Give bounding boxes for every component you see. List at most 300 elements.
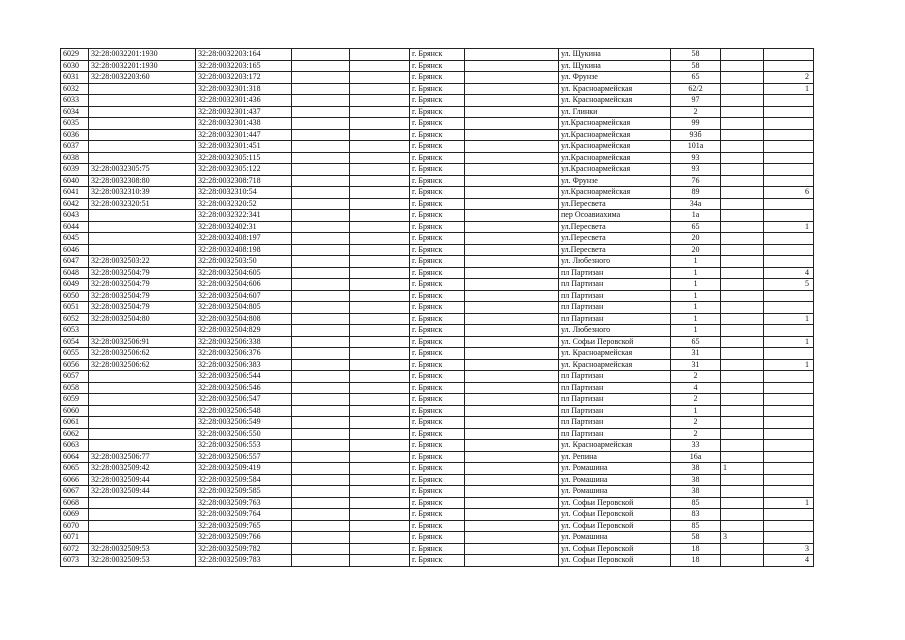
apartment-number-cell bbox=[764, 256, 814, 268]
table-row bbox=[61, 394, 814, 406]
table-row bbox=[61, 210, 814, 222]
row-number-cell: 6030 bbox=[61, 60, 89, 72]
apartment-number-cell bbox=[764, 325, 814, 337]
apartment-number-cell: 1 bbox=[764, 336, 814, 348]
city-cell: г. Брянск bbox=[410, 106, 465, 118]
row-number-cell: 6041 bbox=[61, 187, 89, 199]
street-cell: ул. Репина bbox=[559, 451, 671, 463]
street-cell: ул.Пересвета bbox=[559, 221, 671, 233]
street-cell: ул. Красноармейская bbox=[559, 83, 671, 95]
apartment-number-cell bbox=[764, 382, 814, 394]
extra-number-cell bbox=[721, 359, 764, 371]
house-number-cell: 4 bbox=[671, 382, 721, 394]
street-cell: пер Осоавиахима bbox=[559, 210, 671, 222]
city-cell: г. Брянск bbox=[410, 543, 465, 555]
city-cell: г. Брянск bbox=[410, 509, 465, 521]
empty-cell bbox=[350, 371, 410, 383]
object-cadastral-cell: 32:28:0032509:765 bbox=[196, 520, 292, 532]
extra-number-cell bbox=[721, 486, 764, 498]
empty-cell bbox=[292, 175, 350, 187]
row-number-cell: 6033 bbox=[61, 95, 89, 107]
empty-cell bbox=[350, 49, 410, 61]
table-row bbox=[61, 325, 814, 337]
empty-cell bbox=[465, 543, 559, 555]
empty-cell bbox=[292, 256, 350, 268]
row-number-cell: 6050 bbox=[61, 290, 89, 302]
parcel-cadastral-cell: 32:28:0032310:39 bbox=[89, 187, 196, 199]
city-cell: г. Брянск bbox=[410, 83, 465, 95]
empty-cell bbox=[292, 382, 350, 394]
empty-cell bbox=[465, 532, 559, 544]
parcel-cadastral-cell: 32:28:0032506:91 bbox=[89, 336, 196, 348]
extra-number-cell bbox=[721, 256, 764, 268]
city-cell: г. Брянск bbox=[410, 394, 465, 406]
street-cell: ул. Ромашина bbox=[559, 474, 671, 486]
empty-cell bbox=[292, 72, 350, 84]
city-cell: г. Брянск bbox=[410, 417, 465, 429]
extra-number-cell bbox=[721, 428, 764, 440]
empty-cell bbox=[465, 348, 559, 360]
empty-cell bbox=[350, 210, 410, 222]
row-number-cell: 6060 bbox=[61, 405, 89, 417]
empty-cell bbox=[465, 325, 559, 337]
apartment-number-cell bbox=[764, 141, 814, 153]
house-number-cell: 65 bbox=[671, 72, 721, 84]
row-number-cell: 6063 bbox=[61, 440, 89, 452]
house-number-cell: 58 bbox=[671, 60, 721, 72]
table-row bbox=[61, 118, 814, 130]
empty-cell bbox=[292, 532, 350, 544]
table-row bbox=[61, 371, 814, 383]
row-number-cell: 6049 bbox=[61, 279, 89, 291]
empty-cell bbox=[292, 244, 350, 256]
row-number-cell: 6061 bbox=[61, 417, 89, 429]
apartment-number-cell bbox=[764, 198, 814, 210]
empty-cell bbox=[465, 152, 559, 164]
empty-cell bbox=[350, 175, 410, 187]
table-row bbox=[61, 348, 814, 360]
parcel-cadastral-cell: 32:28:0032506:62 bbox=[89, 348, 196, 360]
house-number-cell: 76 bbox=[671, 175, 721, 187]
city-cell: г. Брянск bbox=[410, 221, 465, 233]
city-cell: г. Брянск bbox=[410, 152, 465, 164]
table-row bbox=[61, 463, 814, 475]
object-cadastral-cell: 32:28:0032506:548 bbox=[196, 405, 292, 417]
apartment-number-cell bbox=[764, 233, 814, 245]
street-cell: ул. Ромашина bbox=[559, 532, 671, 544]
extra-number-cell bbox=[721, 141, 764, 153]
city-cell: г. Брянск bbox=[410, 267, 465, 279]
parcel-cadastral-cell bbox=[89, 405, 196, 417]
street-cell: ул. Глинки bbox=[559, 106, 671, 118]
extra-number-cell bbox=[721, 405, 764, 417]
empty-cell bbox=[350, 474, 410, 486]
street-cell: ул. Фрунзе bbox=[559, 72, 671, 84]
street-cell: ул. Щукина bbox=[559, 49, 671, 61]
empty-cell bbox=[292, 428, 350, 440]
object-cadastral-cell: 32:28:0032509:782 bbox=[196, 543, 292, 555]
parcel-cadastral-cell: 32:28:0032506:77 bbox=[89, 451, 196, 463]
extra-number-cell bbox=[721, 244, 764, 256]
house-number-cell: 1 bbox=[671, 256, 721, 268]
street-cell: пл Партизан bbox=[559, 313, 671, 325]
street-cell: ул. Красноармейская bbox=[559, 359, 671, 371]
table-row bbox=[61, 302, 814, 314]
house-number-cell: 97 bbox=[671, 95, 721, 107]
row-number-cell: 6057 bbox=[61, 371, 89, 383]
extra-number-cell bbox=[721, 221, 764, 233]
object-cadastral-cell: 32:28:0032509:419 bbox=[196, 463, 292, 475]
city-cell: г. Брянск bbox=[410, 95, 465, 107]
house-number-cell: 2 bbox=[671, 428, 721, 440]
empty-cell bbox=[350, 520, 410, 532]
street-cell: ул. Ромашина bbox=[559, 486, 671, 498]
empty-cell bbox=[350, 336, 410, 348]
empty-cell bbox=[350, 118, 410, 130]
table-row bbox=[61, 417, 814, 429]
empty-cell bbox=[292, 497, 350, 509]
house-number-cell: 2 bbox=[671, 106, 721, 118]
parcel-cadastral-cell bbox=[89, 106, 196, 118]
apartment-number-cell: 5 bbox=[764, 279, 814, 291]
row-number-cell: 6048 bbox=[61, 267, 89, 279]
parcel-cadastral-cell bbox=[89, 118, 196, 130]
street-cell: ул.Пересвета bbox=[559, 198, 671, 210]
apartment-number-cell bbox=[764, 405, 814, 417]
street-cell: ул.Красноармейская bbox=[559, 118, 671, 130]
object-cadastral-cell: 32:28:0032322:341 bbox=[196, 210, 292, 222]
empty-cell bbox=[292, 417, 350, 429]
object-cadastral-cell: 32:28:0032509:585 bbox=[196, 486, 292, 498]
street-cell: ул.Красноармейская bbox=[559, 187, 671, 199]
empty-cell bbox=[350, 233, 410, 245]
extra-number-cell bbox=[721, 394, 764, 406]
parcel-cadastral-cell: 32:28:0032504:79 bbox=[89, 302, 196, 314]
empty-cell bbox=[350, 486, 410, 498]
parcel-cadastral-cell: 32:28:0032504:80 bbox=[89, 313, 196, 325]
apartment-number-cell bbox=[764, 152, 814, 164]
street-cell: ул.Красноармейская bbox=[559, 152, 671, 164]
house-number-cell: 101а bbox=[671, 141, 721, 153]
house-number-cell: 85 bbox=[671, 497, 721, 509]
parcel-cadastral-cell: 32:28:0032305:75 bbox=[89, 164, 196, 176]
empty-cell bbox=[292, 336, 350, 348]
extra-number-cell bbox=[721, 279, 764, 291]
table-row bbox=[61, 440, 814, 452]
extra-number-cell bbox=[721, 371, 764, 383]
street-cell: ул.Красноармейская bbox=[559, 141, 671, 153]
parcel-cadastral-cell bbox=[89, 129, 196, 141]
apartment-number-cell bbox=[764, 290, 814, 302]
table-row bbox=[61, 256, 814, 268]
table-row bbox=[61, 267, 814, 279]
house-number-cell: 65 bbox=[671, 221, 721, 233]
city-cell: г. Брянск bbox=[410, 532, 465, 544]
parcel-cadastral-cell bbox=[89, 520, 196, 532]
house-number-cell: 93 bbox=[671, 152, 721, 164]
row-number-cell: 6072 bbox=[61, 543, 89, 555]
extra-number-cell bbox=[721, 60, 764, 72]
street-cell: ул. Софьи Перовской bbox=[559, 520, 671, 532]
object-cadastral-cell: 32:28:0032506:553 bbox=[196, 440, 292, 452]
street-cell: пл Партизан bbox=[559, 302, 671, 314]
empty-cell bbox=[350, 164, 410, 176]
table-row bbox=[61, 336, 814, 348]
extra-number-cell bbox=[721, 198, 764, 210]
extra-number-cell bbox=[721, 440, 764, 452]
empty-cell bbox=[292, 141, 350, 153]
row-number-cell: 6065 bbox=[61, 463, 89, 475]
empty-cell bbox=[292, 555, 350, 567]
extra-number-cell bbox=[721, 417, 764, 429]
parcel-cadastral-cell: 32:28:0032308:80 bbox=[89, 175, 196, 187]
apartment-number-cell bbox=[764, 463, 814, 475]
empty-cell bbox=[465, 49, 559, 61]
empty-cell bbox=[292, 83, 350, 95]
house-number-cell: 31 bbox=[671, 359, 721, 371]
empty-cell bbox=[350, 509, 410, 521]
house-number-cell: 83 bbox=[671, 509, 721, 521]
extra-number-cell: 3 bbox=[721, 532, 764, 544]
table-row bbox=[61, 106, 814, 118]
apartment-number-cell bbox=[764, 486, 814, 498]
table-row bbox=[61, 187, 814, 199]
empty-cell bbox=[292, 371, 350, 383]
house-number-cell: 1 bbox=[671, 290, 721, 302]
extra-number-cell bbox=[721, 152, 764, 164]
street-cell: пл Партизан bbox=[559, 417, 671, 429]
row-number-cell: 6071 bbox=[61, 532, 89, 544]
house-number-cell: 93б bbox=[671, 129, 721, 141]
empty-cell bbox=[292, 118, 350, 130]
street-cell: ул. Щукина bbox=[559, 60, 671, 72]
empty-cell bbox=[465, 83, 559, 95]
object-cadastral-cell: 32:28:0032504:805 bbox=[196, 302, 292, 314]
apartment-number-cell bbox=[764, 348, 814, 360]
parcel-cadastral-cell: 32:28:0032201:1930 bbox=[89, 49, 196, 61]
object-cadastral-cell: 32:28:0032305:122 bbox=[196, 164, 292, 176]
parcel-cadastral-cell bbox=[89, 428, 196, 440]
extra-number-cell bbox=[721, 118, 764, 130]
empty-cell bbox=[350, 451, 410, 463]
row-number-cell: 6031 bbox=[61, 72, 89, 84]
city-cell: г. Брянск bbox=[410, 210, 465, 222]
empty-cell bbox=[465, 417, 559, 429]
object-cadastral-cell: 32:28:0032402:31 bbox=[196, 221, 292, 233]
city-cell: г. Брянск bbox=[410, 325, 465, 337]
street-cell: ул. Красноармейская bbox=[559, 95, 671, 107]
apartment-number-cell bbox=[764, 509, 814, 521]
empty-cell bbox=[350, 221, 410, 233]
row-number-cell: 6044 bbox=[61, 221, 89, 233]
row-number-cell: 6055 bbox=[61, 348, 89, 360]
table-row bbox=[61, 290, 814, 302]
street-cell: ул. Красноармейская bbox=[559, 348, 671, 360]
apartment-number-cell: 1 bbox=[764, 83, 814, 95]
house-number-cell: 33 bbox=[671, 440, 721, 452]
house-number-cell: 1 bbox=[671, 325, 721, 337]
object-cadastral-cell: 32:28:0032503:50 bbox=[196, 256, 292, 268]
street-cell: пл Партизан bbox=[559, 290, 671, 302]
table-row bbox=[61, 543, 814, 555]
empty-cell bbox=[350, 244, 410, 256]
row-number-cell: 6062 bbox=[61, 428, 89, 440]
house-number-cell: 1а bbox=[671, 210, 721, 222]
apartment-number-cell bbox=[764, 428, 814, 440]
empty-cell bbox=[350, 428, 410, 440]
object-cadastral-cell: 32:28:0032509:763 bbox=[196, 497, 292, 509]
empty-cell bbox=[465, 164, 559, 176]
extra-number-cell bbox=[721, 520, 764, 532]
extra-number-cell bbox=[721, 175, 764, 187]
empty-cell bbox=[350, 532, 410, 544]
city-cell: г. Брянск bbox=[410, 440, 465, 452]
empty-cell bbox=[465, 428, 559, 440]
empty-cell bbox=[465, 405, 559, 417]
empty-cell bbox=[465, 233, 559, 245]
apartment-number-cell: 1 bbox=[764, 221, 814, 233]
apartment-number-cell: 3 bbox=[764, 543, 814, 555]
empty-cell bbox=[292, 198, 350, 210]
row-number-cell: 6043 bbox=[61, 210, 89, 222]
object-cadastral-cell: 32:28:0032301:451 bbox=[196, 141, 292, 153]
table-row bbox=[61, 474, 814, 486]
table-row bbox=[61, 83, 814, 95]
empty-cell bbox=[465, 509, 559, 521]
empty-cell bbox=[465, 394, 559, 406]
table-row bbox=[61, 313, 814, 325]
city-cell: г. Брянск bbox=[410, 164, 465, 176]
empty-cell bbox=[465, 244, 559, 256]
row-number-cell: 6035 bbox=[61, 118, 89, 130]
empty-cell bbox=[465, 210, 559, 222]
empty-cell bbox=[350, 325, 410, 337]
parcel-cadastral-cell: 32:28:0032503:22 bbox=[89, 256, 196, 268]
table-row bbox=[61, 49, 814, 61]
extra-number-cell bbox=[721, 543, 764, 555]
object-cadastral-cell: 32:28:0032506:547 bbox=[196, 394, 292, 406]
house-number-cell: 93 bbox=[671, 164, 721, 176]
house-number-cell: 16а bbox=[671, 451, 721, 463]
table-row bbox=[61, 532, 814, 544]
empty-cell bbox=[292, 164, 350, 176]
object-cadastral-cell: 32:28:0032301:438 bbox=[196, 118, 292, 130]
empty-cell bbox=[292, 95, 350, 107]
empty-cell bbox=[292, 267, 350, 279]
empty-cell bbox=[350, 555, 410, 567]
parcel-cadastral-cell bbox=[89, 497, 196, 509]
empty-cell bbox=[292, 509, 350, 521]
house-number-cell: 1 bbox=[671, 313, 721, 325]
object-cadastral-cell: 32:28:0032320:52 bbox=[196, 198, 292, 210]
empty-cell bbox=[350, 60, 410, 72]
apartment-number-cell: 6 bbox=[764, 187, 814, 199]
house-number-cell: 58 bbox=[671, 532, 721, 544]
empty-cell bbox=[292, 187, 350, 199]
table-row bbox=[61, 451, 814, 463]
table-row bbox=[61, 60, 814, 72]
apartment-number-cell bbox=[764, 394, 814, 406]
extra-number-cell bbox=[721, 267, 764, 279]
extra-number-cell bbox=[721, 164, 764, 176]
empty-cell bbox=[350, 405, 410, 417]
house-number-cell: 58 bbox=[671, 49, 721, 61]
empty-cell bbox=[292, 60, 350, 72]
city-cell: г. Брянск bbox=[410, 49, 465, 61]
apartment-number-cell bbox=[764, 129, 814, 141]
row-number-cell: 6039 bbox=[61, 164, 89, 176]
extra-number-cell bbox=[721, 348, 764, 360]
house-number-cell: 20 bbox=[671, 244, 721, 256]
empty-cell bbox=[465, 221, 559, 233]
empty-cell bbox=[465, 440, 559, 452]
empty-cell bbox=[465, 359, 559, 371]
property-register-table bbox=[60, 48, 814, 567]
parcel-cadastral-cell bbox=[89, 210, 196, 222]
object-cadastral-cell: 32:28:0032301:436 bbox=[196, 95, 292, 107]
extra-number-cell bbox=[721, 382, 764, 394]
parcel-cadastral-cell bbox=[89, 382, 196, 394]
extra-number-cell bbox=[721, 49, 764, 61]
table-row bbox=[61, 129, 814, 141]
empty-cell bbox=[350, 267, 410, 279]
parcel-cadastral-cell bbox=[89, 440, 196, 452]
empty-cell bbox=[465, 451, 559, 463]
house-number-cell: 18 bbox=[671, 543, 721, 555]
empty-cell bbox=[350, 141, 410, 153]
house-number-cell: 34а bbox=[671, 198, 721, 210]
street-cell: пл Партизан bbox=[559, 428, 671, 440]
house-number-cell: 20 bbox=[671, 233, 721, 245]
empty-cell bbox=[350, 394, 410, 406]
city-cell: г. Брянск bbox=[410, 60, 465, 72]
empty-cell bbox=[350, 302, 410, 314]
apartment-number-cell bbox=[764, 49, 814, 61]
row-number-cell: 6059 bbox=[61, 394, 89, 406]
row-number-cell: 6032 bbox=[61, 83, 89, 95]
row-number-cell: 6069 bbox=[61, 509, 89, 521]
street-cell: ул. Софьи Перовской bbox=[559, 497, 671, 509]
empty-cell bbox=[465, 371, 559, 383]
object-cadastral-cell: 32:28:0032305:115 bbox=[196, 152, 292, 164]
table-row bbox=[61, 221, 814, 233]
street-cell: ул.Пересвета bbox=[559, 233, 671, 245]
house-number-cell: 38 bbox=[671, 486, 721, 498]
apartment-number-cell bbox=[764, 520, 814, 532]
extra-number-cell bbox=[721, 187, 764, 199]
city-cell: г. Брянск bbox=[410, 233, 465, 245]
extra-number-cell bbox=[721, 313, 764, 325]
row-number-cell: 6036 bbox=[61, 129, 89, 141]
city-cell: г. Брянск bbox=[410, 348, 465, 360]
parcel-cadastral-cell: 32:28:0032509:44 bbox=[89, 486, 196, 498]
object-cadastral-cell: 32:28:0032504:606 bbox=[196, 279, 292, 291]
apartment-number-cell bbox=[764, 417, 814, 429]
parcel-cadastral-cell bbox=[89, 417, 196, 429]
extra-number-cell bbox=[721, 474, 764, 486]
apartment-number-cell bbox=[764, 532, 814, 544]
city-cell: г. Брянск bbox=[410, 175, 465, 187]
empty-cell bbox=[350, 313, 410, 325]
empty-cell bbox=[465, 267, 559, 279]
object-cadastral-cell: 32:28:0032308:718 bbox=[196, 175, 292, 187]
table-row bbox=[61, 509, 814, 521]
empty-cell bbox=[292, 348, 350, 360]
extra-number-cell bbox=[721, 325, 764, 337]
apartment-number-cell bbox=[764, 95, 814, 107]
house-number-cell: 1 bbox=[671, 279, 721, 291]
object-cadastral-cell: 32:28:0032506:550 bbox=[196, 428, 292, 440]
